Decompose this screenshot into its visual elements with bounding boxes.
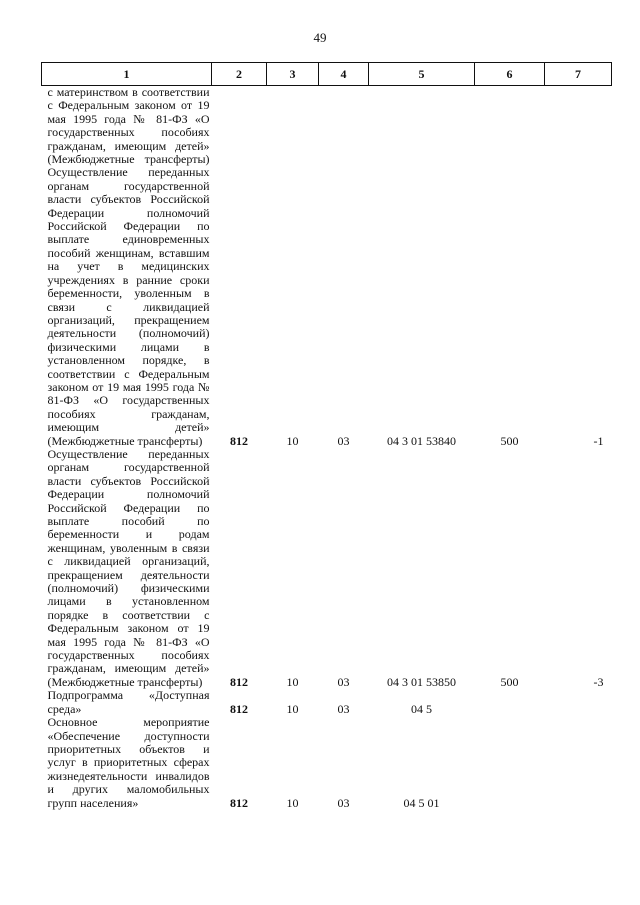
row-name: Подпрограмма «Доступная среда» bbox=[47, 688, 210, 716]
row-ministry-code: 812 bbox=[230, 795, 248, 810]
table-row bbox=[42, 448, 612, 689]
row-subsection-code: 03 bbox=[337, 433, 350, 448]
column-header-3: 3 bbox=[267, 63, 319, 86]
row-expense-type bbox=[475, 716, 545, 810]
row-target-article: 04 5 01 bbox=[403, 795, 440, 810]
row-expense-type bbox=[475, 689, 545, 716]
row-amount bbox=[545, 716, 612, 810]
row-target-article: 04 3 01 53840 bbox=[387, 433, 456, 448]
row-section-code: 10 bbox=[286, 433, 299, 448]
row-expense-type: 500 bbox=[500, 433, 519, 448]
table-row bbox=[42, 86, 612, 448]
row-amount bbox=[545, 689, 612, 716]
budget-table bbox=[41, 62, 612, 810]
row-name: с материнством в соответствии с Федеральным законом от 19 мая 1995 года № 81-ФЗ «О государственных пособиях гражданам, имеющим детей» (Межбюджетные трансферты) Осуществление переданных органам государственной власти субъектов Российской Федерации полномочий Российской Федерации по выплате единовременных пособий женщинам, вставшим на учет в медицинских учреждениях в ранние сроки беременности, уволенным в связи с ликвидацией организаций, прекращением деятельности (полномочий) физическими лицами в установленном порядке, в соответствии с Федеральным законом от 19 мая 1995 года № 81-ФЗ «О государственных пособиях гражданам, имеющим детей» (Межбюджетные трансферты) bbox=[47, 85, 210, 448]
row-subsection-code: 03 bbox=[337, 701, 350, 716]
row-section-code: 10 bbox=[286, 795, 299, 810]
row-ministry-code: 812 bbox=[230, 701, 248, 716]
row-ministry-code: 812 bbox=[230, 674, 248, 689]
column-header-5: 5 bbox=[369, 63, 475, 86]
row-ministry-code: 812 bbox=[230, 433, 248, 448]
page-number: 49 bbox=[313, 30, 327, 45]
row-name: Осуществление переданных органам государственной власти субъектов Российской Федерации полномочий Российской Федерации по выплате пособий по беременности и родам женщинам, уволенным в связи с ликвидацией организаций, прекращением деятельности (полномочий) физическими лицами в установленном порядке в соответствии с Федеральным законом от 19 мая 1995 года № 81-ФЗ «О государственных пособиях гражданам, имеющим детей» (Межбюджетные трансферты) bbox=[47, 446, 210, 689]
row-section-code: 10 bbox=[286, 674, 299, 689]
row-subsection-code: 03 bbox=[337, 674, 350, 689]
column-header-1: 1 bbox=[42, 63, 212, 86]
table-row bbox=[42, 716, 612, 810]
row-amount: -1 bbox=[593, 433, 604, 448]
row-expense-type: 500 bbox=[500, 674, 519, 689]
row-name: Основное мероприятие «Обеспечение доступности приоритетных объектов и услуг в приоритетных сферах жизнедеятельности инвалидов и других маломобильных групп населения» bbox=[47, 715, 210, 810]
row-amount: -3 bbox=[593, 674, 604, 689]
column-header-4: 4 bbox=[319, 63, 369, 86]
column-header-6: 6 bbox=[475, 63, 545, 86]
table-row bbox=[42, 689, 612, 716]
row-section-code: 10 bbox=[286, 701, 299, 716]
column-header-7: 7 bbox=[545, 63, 612, 86]
row-target-article: 04 5 bbox=[411, 701, 432, 716]
row-target-article: 04 3 01 53850 bbox=[387, 674, 456, 689]
column-header-2: 2 bbox=[212, 63, 267, 86]
table-header-row bbox=[42, 63, 612, 86]
row-subsection-code: 03 bbox=[337, 795, 350, 810]
